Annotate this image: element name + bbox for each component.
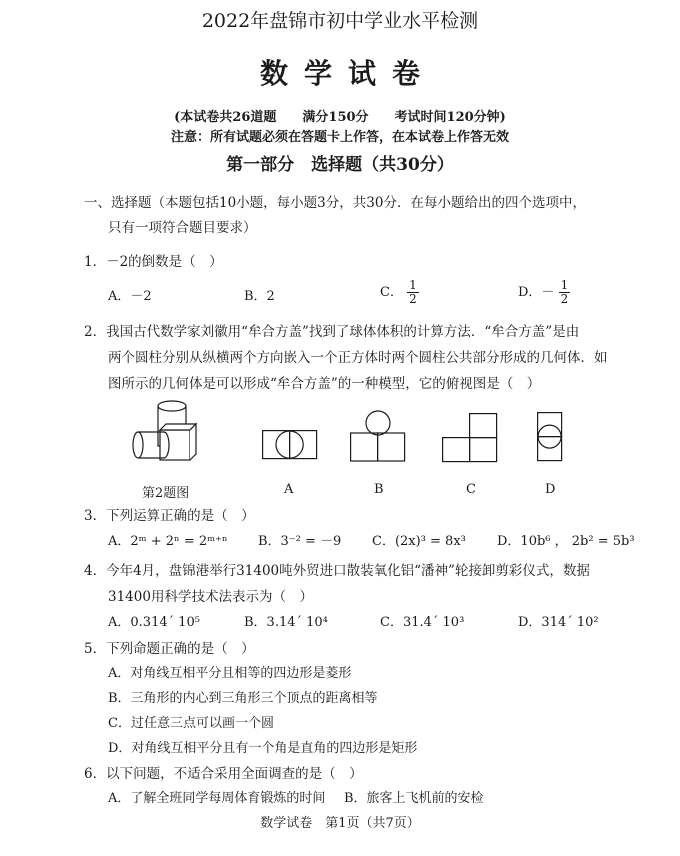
q3-stem: 3．下列运算正确的是（ ） (84, 508, 255, 524)
section-instruction-line2: 只有一项符合题目要求） (108, 220, 257, 236)
q5-stem: 5．下列命题正确的是（ ） (84, 641, 255, 657)
q2-label-a: A (284, 482, 294, 497)
q1-stem: 1．－2的倒数是（ ） (84, 254, 223, 270)
q2-option-c-figure (442, 413, 498, 463)
q2-label-c: C (466, 482, 476, 497)
q6-stem: 6．以下问题，不适合采用全面调查的是（ ） (84, 766, 363, 782)
q1-option-d (518, 279, 570, 306)
q1-option-b: B．2 (244, 289, 275, 304)
q4-option-a: A．0.314´ 10⁵ (108, 615, 200, 630)
q3-option-c: C．(2x)³ = 8x³ (372, 534, 466, 549)
q5-option-a: A．对角线互相平分且相等的四边形是菱形 (108, 666, 352, 681)
q1-option-c-prefix: C． (380, 285, 403, 300)
q3-option-d: D．10b⁶ ， 2b² = 5b³ (497, 534, 635, 549)
exam-notice: 注意：所有试题必须在答题卡上作答，在本试卷上作答无效 (170, 130, 509, 145)
q4-option-c: C．31.4´ 10³ (380, 615, 465, 630)
q5-option-b: B．三角形的内心到三角形三个顶点的距离相等 (108, 691, 378, 706)
q2-option-a-figure (262, 430, 318, 460)
q6-option-b: B．旅客上飞机前的安检 (344, 791, 484, 806)
q2-label-d: D (545, 482, 556, 497)
q2-option-b-figure (350, 410, 406, 462)
q1-option-c-fraction: $\frac{1}{2}$ (409, 278, 417, 306)
q2-line1: 2．我国古代数学家刘徽用“牟合方盖”找到了球体体积的计算方法．“牟合方盖”是由 (84, 324, 580, 340)
exam-info-line: (本试卷共26道题 满分150分 考试时间120分钟) (174, 110, 506, 125)
q3-option-b: B．3⁻² = －9 (258, 534, 342, 549)
q5-option-c: C．过任意三点可以画一个圆 (108, 716, 274, 731)
section-instruction-line1: 一、选择题（本题包括10小题，每小题3分，共30分．在每小题给出的四个选项中， (84, 195, 586, 211)
q5-option-d: D．对角线互相平分且有一个角是直角的四边形是矩形 (108, 741, 418, 756)
q4-option-b: B．3.14´ 10⁴ (244, 615, 328, 630)
exam-title: 2022年盘锦市初中学业水平检测 (201, 10, 479, 32)
q4-line2: 31400用科学技术法表示为（ ） (108, 589, 313, 605)
q1-option-a: A．－2 (108, 289, 152, 304)
q6-option-a: A．了解全班同学每周体育锻炼的时间 (108, 791, 326, 806)
q1-option-d-fraction: $\frac{1}{2}$ (560, 278, 569, 306)
section-title: 第一部分 选择题（共30分） (226, 155, 454, 175)
q2-line2: 两个圆柱分别从纵横两个方向嵌入一个正方体时两个圆柱公共部分形成的几何体．如 (108, 350, 608, 366)
q1-option-d-prefix: D．－ (518, 285, 555, 300)
q2-solid-figure (128, 398, 198, 470)
q2-line3: 图所示的几何体是可以形成“牟合方盖”的一种模型，它的俯视图是（ ） (108, 376, 541, 392)
subject-title: 数学试卷 (259, 57, 436, 90)
q4-line1: 4．今年4月，盘锦港举行31400吨外贸进口散装氧化铝“潘神”轮接卸剪彩仪式，数据 (84, 563, 590, 579)
q2-label-b: B (374, 482, 384, 497)
q2-figure-caption: 第2题图 (142, 486, 190, 501)
q4-option-d: D．314´ 10² (518, 615, 599, 630)
q1-option-c (380, 279, 419, 306)
q2-option-d-figure (537, 412, 563, 462)
page-footer: 数学试卷 第1页（共7页） (260, 816, 420, 831)
q3-option-a: A．2ᵐ + 2ⁿ = 2ᵐ⁺ⁿ (108, 534, 228, 549)
